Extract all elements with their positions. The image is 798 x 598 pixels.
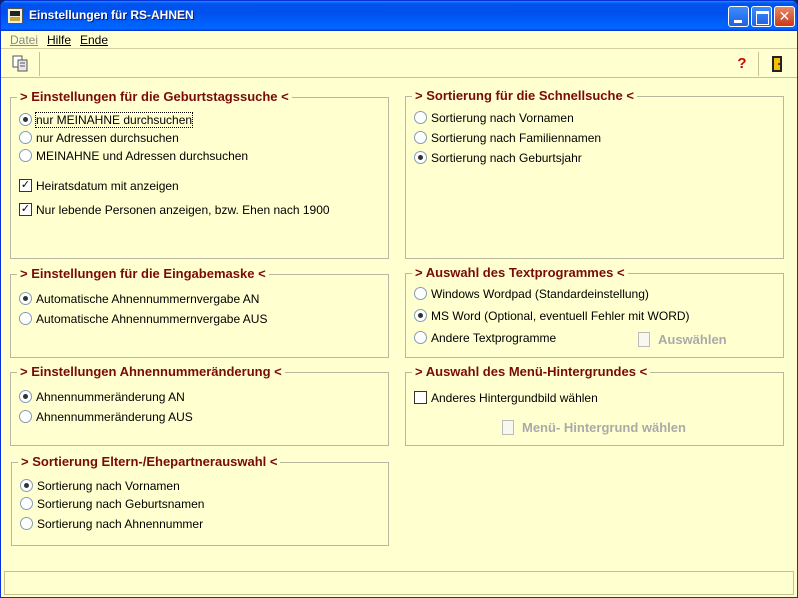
checkbox-anderes-hintergrundbild[interactable] bbox=[414, 390, 598, 406]
radio-eltern-vornamen[interactable] bbox=[20, 478, 180, 494]
radio-label: Andere Textprogramme bbox=[431, 331, 557, 345]
radio-ahnennummeraenderung-aus[interactable] bbox=[19, 409, 193, 425]
group-ahnennummeraenderung bbox=[10, 364, 389, 446]
group-title: > Sortierung für die Schnellsuche < bbox=[412, 88, 637, 103]
radio-indicator[interactable] bbox=[414, 331, 427, 344]
radio-indicator[interactable] bbox=[19, 410, 32, 423]
radio-label: Ahnennummeränderung AUS bbox=[36, 410, 193, 424]
radio-label: Sortierung nach Familiennamen bbox=[431, 131, 602, 145]
radio-schnell-familiennamen[interactable] bbox=[414, 130, 601, 146]
group-title: > Auswahl des Menü-Hintergrundes < bbox=[412, 364, 650, 379]
close-button[interactable] bbox=[774, 6, 795, 27]
menu-datei-label: Datei bbox=[10, 33, 39, 47]
radio-indicator[interactable] bbox=[19, 292, 32, 305]
radio-label: Windows Wordpad (Standardeinstellung) bbox=[431, 287, 649, 301]
radio-label: MEINAHNE und Adressen durchsuchen bbox=[36, 149, 249, 163]
radio-label: Automatische Ahnennummernvergabe AN bbox=[36, 292, 260, 306]
radio-label: Sortierung nach Ahnennummer bbox=[37, 517, 204, 531]
checkbox-label: Heiratsdatum mit anzeigen bbox=[36, 179, 179, 193]
app-icon bbox=[7, 8, 23, 24]
document-icon bbox=[502, 420, 514, 435]
toolbar bbox=[1, 50, 797, 78]
radio-eltern-ahnennummer[interactable] bbox=[20, 516, 203, 532]
radio-label: Sortierung nach Vornamen bbox=[431, 111, 574, 125]
menu-ende-label: Ende bbox=[80, 33, 109, 47]
document-icon bbox=[638, 332, 650, 347]
exit-door-icon[interactable] bbox=[767, 54, 789, 74]
checkbox-indicator[interactable]: ✓ bbox=[20, 179, 31, 192]
radio-schnell-vornamen[interactable] bbox=[414, 110, 574, 126]
checkbox-indicator[interactable]: ✓ bbox=[20, 203, 31, 216]
title-bar[interactable] bbox=[1, 1, 797, 31]
group-menue-hintergrund bbox=[405, 364, 784, 446]
radio-indicator[interactable] bbox=[20, 497, 33, 510]
window-title: Einstellungen für RS-AHNEN bbox=[29, 8, 194, 22]
menu-hilfe-label: Hilfe bbox=[47, 33, 72, 47]
radio-label: Sortierung nach Geburtsjahr bbox=[431, 151, 582, 165]
menu-datei[interactable] bbox=[10, 33, 38, 47]
radio-ahnennummernvergabe-aus[interactable] bbox=[19, 311, 267, 327]
radio-indicator[interactable] bbox=[414, 287, 427, 300]
radio-schnell-geburtsjahr[interactable] bbox=[414, 150, 582, 166]
radio-label: MS Word (Optional, eventuell Fehler mit WORD) bbox=[431, 309, 690, 323]
checkbox-heiratsdatum[interactable] bbox=[19, 178, 179, 194]
radio-indicator[interactable] bbox=[414, 309, 427, 322]
radio-eltern-geburtsnamen[interactable] bbox=[20, 496, 204, 512]
radio-label: Sortierung nach Geburtsnamen bbox=[37, 497, 205, 511]
auswaehlen-button[interactable] bbox=[638, 332, 727, 348]
radio-indicator[interactable] bbox=[19, 131, 32, 144]
radio-label: nur MEINAHNE durchsuchen bbox=[36, 113, 193, 127]
menu-hilfe[interactable] bbox=[47, 33, 71, 47]
group-schnellsuche bbox=[405, 88, 784, 259]
radio-ahnennummeraenderung-an[interactable] bbox=[19, 389, 185, 405]
group-title: > Einstellungen für die Geburtstagssuche < bbox=[17, 89, 292, 104]
radio-indicator[interactable] bbox=[19, 113, 32, 126]
group-title: > Einstellungen für die Eingabemaske < bbox=[17, 266, 269, 281]
radio-label: Automatische Ahnennummernvergabe AUS bbox=[36, 312, 268, 326]
checkbox-label: Nur lebende Personen anzeigen, bzw. Ehen nach 1900 bbox=[36, 203, 330, 217]
radio-label: Sortierung nach Vornamen bbox=[37, 479, 180, 493]
menue-hintergrund-label: Menü- Hintergrund wählen bbox=[522, 420, 686, 435]
checkbox-label: Anderes Hintergundbild wählen bbox=[431, 391, 598, 405]
group-geburtstagssuche bbox=[10, 89, 389, 259]
radio-label: Ahnennummeränderung AN bbox=[36, 390, 185, 404]
toolbar-separator bbox=[39, 52, 40, 76]
menu-bar bbox=[1, 31, 797, 49]
menu-ende[interactable] bbox=[80, 33, 108, 47]
group-title: > Einstellungen Ahnennummeränderung < bbox=[17, 364, 285, 379]
minimize-button[interactable] bbox=[728, 6, 749, 27]
group-eingabemaske bbox=[10, 266, 389, 358]
maximize-button[interactable] bbox=[751, 6, 772, 27]
status-bar bbox=[4, 571, 794, 595]
group-title: > Sortierung Eltern-/Ehepartnerauswahl < bbox=[18, 454, 280, 469]
help-icon[interactable]: ? bbox=[737, 55, 747, 72]
radio-nur-adressen[interactable] bbox=[19, 130, 179, 146]
radio-meinahne-und-adressen[interactable] bbox=[19, 148, 248, 164]
group-title: > Auswahl des Textprogrammes < bbox=[412, 265, 628, 280]
radio-andere-textprogramme[interactable] bbox=[414, 330, 556, 346]
checkbox-indicator[interactable] bbox=[414, 391, 427, 404]
menue-hintergrund-button[interactable] bbox=[502, 420, 686, 436]
radio-indicator[interactable] bbox=[20, 517, 33, 530]
checkbox-nur-lebende[interactable] bbox=[19, 202, 330, 218]
export-icon[interactable] bbox=[11, 54, 33, 74]
group-eltern-ehepartnerauswahl bbox=[11, 454, 389, 546]
radio-ahnennummernvergabe-an[interactable] bbox=[19, 291, 259, 307]
radio-indicator[interactable] bbox=[20, 479, 33, 492]
radio-nur-meinahne[interactable] bbox=[19, 112, 192, 128]
toolbar-separator-2 bbox=[758, 52, 759, 76]
radio-label: nur Adressen durchsuchen bbox=[36, 131, 179, 145]
radio-indicator[interactable] bbox=[414, 111, 427, 124]
radio-wordpad[interactable] bbox=[414, 286, 649, 302]
radio-indicator[interactable] bbox=[19, 390, 32, 403]
auswaehlen-label: Auswählen bbox=[658, 332, 727, 347]
radio-indicator[interactable] bbox=[414, 131, 427, 144]
group-textprogramm bbox=[405, 265, 784, 358]
radio-indicator[interactable] bbox=[414, 151, 427, 164]
radio-indicator[interactable] bbox=[19, 312, 32, 325]
radio-indicator[interactable] bbox=[19, 149, 32, 162]
radio-ms-word[interactable] bbox=[414, 308, 690, 324]
